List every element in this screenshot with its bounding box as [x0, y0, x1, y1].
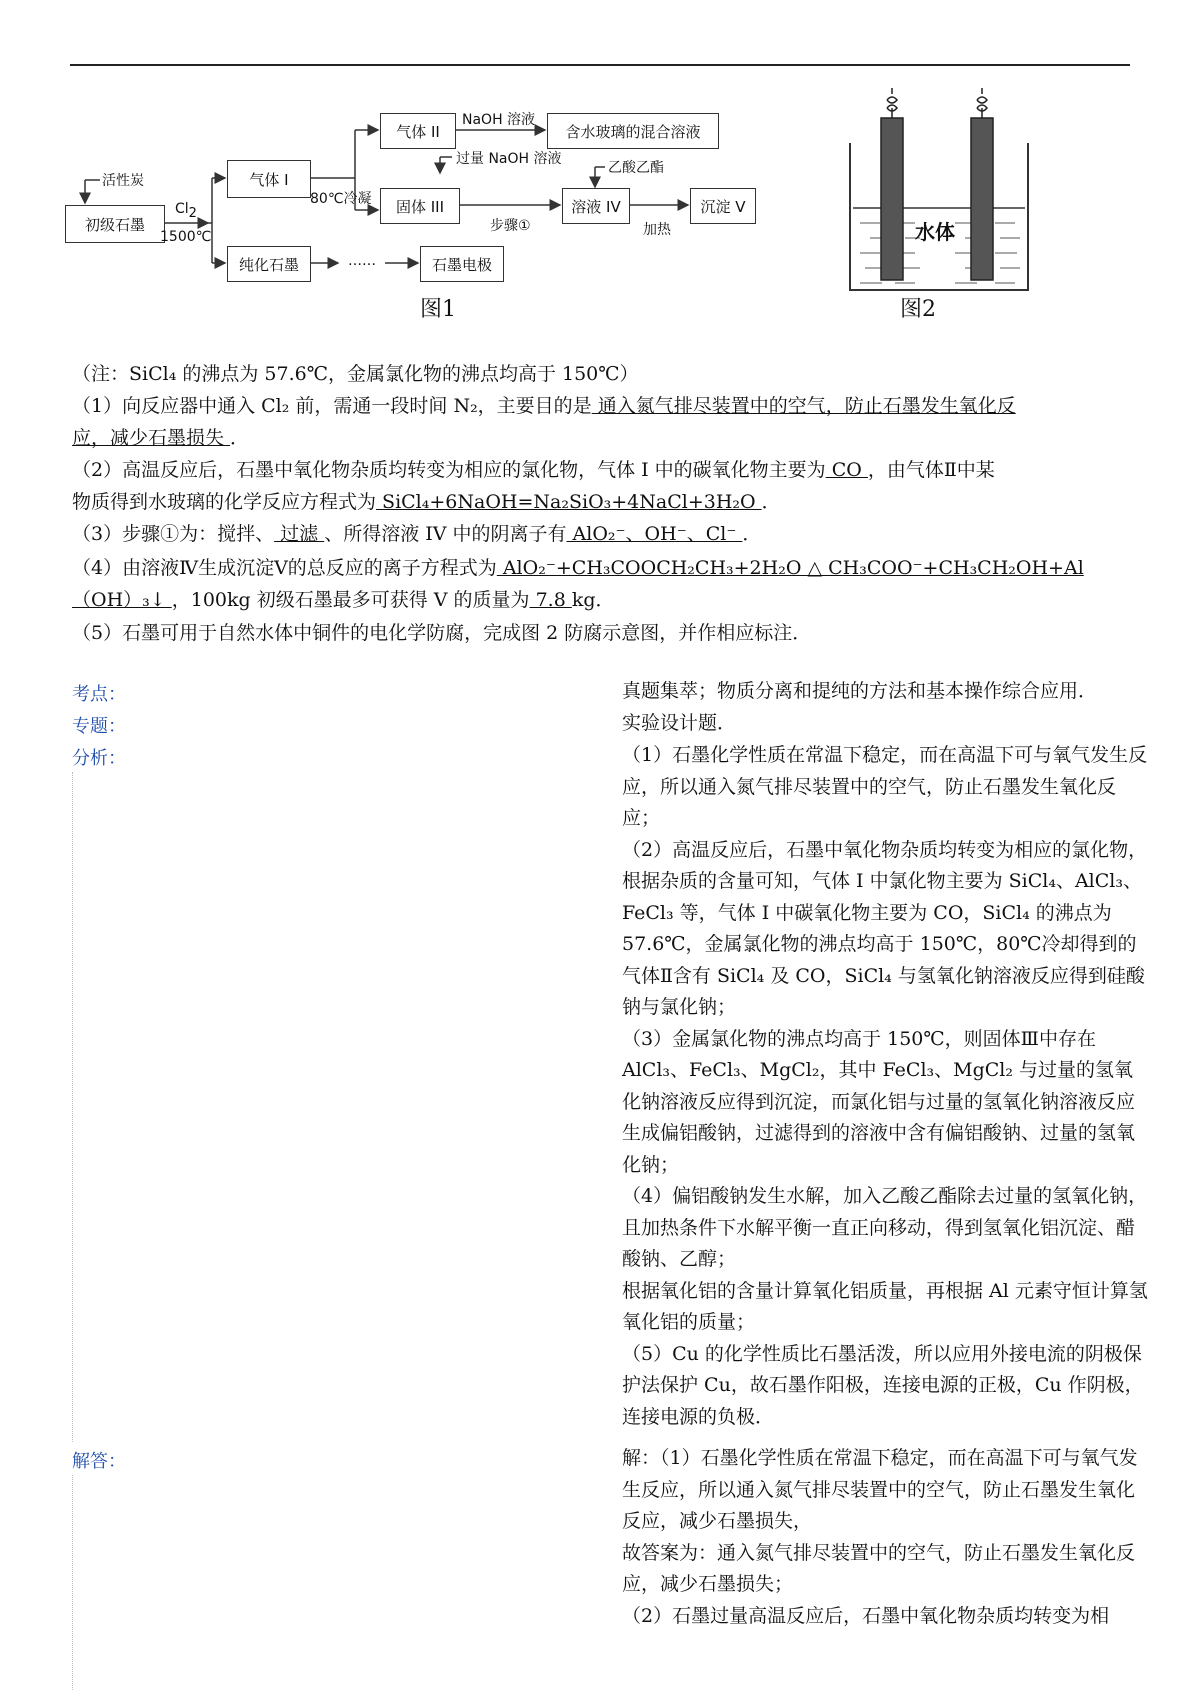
label-step1: 步骤①: [490, 218, 531, 234]
analysis-paragraph-4: （4）偏铝酸钠发生水解，加入乙酸乙酯除去过量的氢氧化钠，且加热条件下水解平衡一直正向移动，得到氢氧化铝沉淀、醋酸钠、乙醇；: [622, 1185, 1148, 1270]
question-1-answer-part-2: 应，减少石墨损失: [72, 427, 231, 449]
answer-paragraph-3: （2）石墨过量高温反应后，石墨中氧化物杂质均转变为相: [622, 1604, 1110, 1627]
question-3-line: [72, 518, 761, 550]
question-1-answer-part-1: 通入氮气排尽装置中的空气，防止石墨发生氧化反: [591, 395, 1016, 417]
question-1-line-1: [72, 390, 1016, 422]
figure-2-beaker: [845, 88, 1035, 298]
analysis-paragraph-6: （5）Cu 的化学性质比石墨活泼，所以应用外接电流的阴极保护法保护 Cu，故石墨作阳极，连接电源的正极，Cu 作阴极，连接电源的负极．: [622, 1342, 1144, 1428]
top-rule: [70, 64, 1130, 66]
question-1-end: ．: [230, 427, 250, 449]
label-kaodian: 考点：: [72, 684, 126, 705]
label-heat: 加热: [643, 222, 671, 238]
question-2-answer-equation: SiCl₄+6NaOH=Na₂SiO₃+4NaCl+3H₂O: [376, 491, 762, 513]
question-4-line-2: [72, 584, 615, 616]
question-3-text-a: （3）步骤①为：搅拌、: [72, 523, 275, 545]
box-pure-graphite: 纯化石墨: [227, 246, 311, 282]
box-gas-2: 气体 II: [380, 113, 456, 149]
box-mixed-solution: 含水玻璃的混合溶液: [547, 113, 719, 149]
figure-1-caption: 图1: [420, 297, 456, 322]
question-2-text-b: ，由气体Ⅱ中某: [867, 459, 995, 481]
label-activated-carbon: 活性炭: [102, 173, 144, 189]
analysis-paragraph-3: （3）金属氯化物的沸点均高于 150℃，则固体Ⅲ中存在 AlCl₃、FeCl₃、MgCl₂，其中 FeCl₃、MgCl₂ 与过量的氢氧化钠溶液反应得到沉淀，而氯化铝与过量的氢氧化钠溶液反应生成偏铝酸钠，过滤得到的溶液中含有偏铝酸钠、过量的氢氧化钠；: [622, 1027, 1136, 1176]
answer-block: [622, 1443, 1152, 1632]
question-2-text-c: 物质得到水玻璃的化学反应方程式为: [72, 491, 377, 513]
question-5-line: （5）石墨可用于自然水体中铜件的电化学防腐，完成图 2 防腐示意图，并作相应标注．: [72, 622, 812, 644]
question-1-text: （1）向反应器中通入 Cl₂ 前，需通一段时间 N₂，主要目的是: [72, 395, 592, 417]
box-raw-graphite: 初级石墨: [65, 205, 165, 243]
label-ester: 乙酸乙酯: [608, 160, 664, 176]
question-3-answer-filter: 过滤: [274, 523, 325, 545]
figure-2-caption: 图2: [900, 297, 936, 322]
question-3-text-b: 、所得溶液 IV 中的阴离子有: [324, 523, 567, 545]
box-solution-4: 溶液 IV: [562, 188, 630, 224]
analysis-block: [622, 740, 1152, 1433]
dotted-guide-2: [72, 1475, 73, 1690]
question-2-answer-co: CO: [825, 459, 868, 481]
label-naoh: NaOH 溶液: [462, 112, 536, 128]
question-2-text-a: （2）高温反应后，石墨中氧化物杂质均转变为相应的氯化物，气体 I 中的碳氧化物主要为: [72, 459, 826, 481]
label-fenxi: 分析：: [72, 748, 126, 769]
kaodian-text: 真题集萃；物质分离和提纯的方法和基本操作综合应用．: [622, 680, 1098, 702]
question-3-end: ．: [742, 523, 762, 545]
answer-paragraph-1: 解：（1）石墨化学性质在常温下稳定，而在高温下可与氧气发生反应，所以通入氮气排尽装置中的空气，防止石墨发生氧化反应，减少石墨损失，: [622, 1447, 1138, 1532]
analysis-paragraph-1: （1）石墨化学性质在常温下稳定，而在高温下可与氧气发生反应，所以通入氮气排尽装置中的空气，防止石墨发生氧化反应；: [622, 744, 1148, 829]
question-4-answer-mass: 7.8: [529, 589, 572, 611]
beaker-drawing: [845, 88, 1035, 298]
analysis-paragraph-2: （2）高温反应后，石墨中氧化物杂质均转变为相应的氯化物，根据杂质的含量可知，气体 I 中氯化物主要为 SiCl₄、AlCl₃、FeCl₃ 等，气体 I 中碳氧化物主要为 CO，SiCl₄ 的沸点为 57.6℃，金属氯化物的沸点均高于 150℃，80℃冷却得到的气体Ⅱ含有 SiCl₄ 及 CO，SiCl₄ 与氢氧化钠溶液反应得到硅酸钠与氯化钠；: [622, 838, 1148, 1018]
label-zhuanti: 专题：: [72, 716, 126, 737]
label-water-body: 水体: [915, 220, 955, 244]
question-4-line-1: [72, 552, 1084, 584]
question-4-text-b: ，100kg 初级石墨最多可获得 V 的质量为: [171, 589, 530, 611]
question-3-answer-anions: AlO₂⁻、OH⁻、Cl⁻: [566, 523, 743, 545]
question-2-end: ．: [761, 491, 781, 513]
label-excess-naoh: 过量 NaOH 溶液: [456, 151, 562, 167]
dotted-guide-1: [72, 772, 73, 1442]
question-2-line-2: [72, 486, 781, 518]
box-gas-1: 气体 I: [227, 160, 311, 198]
label-temperature: 1500℃: [160, 229, 212, 245]
label-jieda: 解答：: [72, 1451, 126, 1472]
question-1-line-2: [72, 422, 249, 454]
zhuanti-text: 实验设计题．: [622, 712, 737, 734]
box-precipitate-5: 沉淀 V: [690, 188, 756, 224]
question-4-answer-equation-end: （OH）₃↓: [72, 589, 172, 611]
box-graphite-electrode: 石墨电极: [420, 246, 504, 282]
note-line: （注：SiCl₄ 的沸点为 57.6℃，金属氯化物的沸点均高于 150℃）: [72, 363, 639, 385]
label-dots: ……: [348, 253, 376, 269]
question-2-line-1: [72, 454, 995, 486]
label-cl2: $Cl_2$: [175, 201, 197, 221]
question-4-answer-equation: AlO₂⁻+CH₃COOCH₂CH₃+2H₂O △ CH₃COO⁻+CH₃CH₂OH+Al: [496, 557, 1084, 579]
question-4-text-a: （4）由溶液Ⅳ生成沉淀Ⅴ的总反应的离子方程式为: [72, 557, 497, 579]
label-cool: 80℃冷凝: [310, 191, 372, 207]
box-solid-3: 固体 III: [380, 188, 460, 224]
analysis-paragraph-5: 根据氧化铝的含量计算氧化铝质量，再根据 Al 元素守恒计算氢氧化铝的质量；: [622, 1279, 1148, 1333]
question-4-text-c: kg．: [571, 589, 615, 611]
answer-paragraph-2: 故答案为：通入氮气排尽装置中的空气，防止石墨发生氧化反应，减少石墨损失；: [622, 1541, 1136, 1595]
